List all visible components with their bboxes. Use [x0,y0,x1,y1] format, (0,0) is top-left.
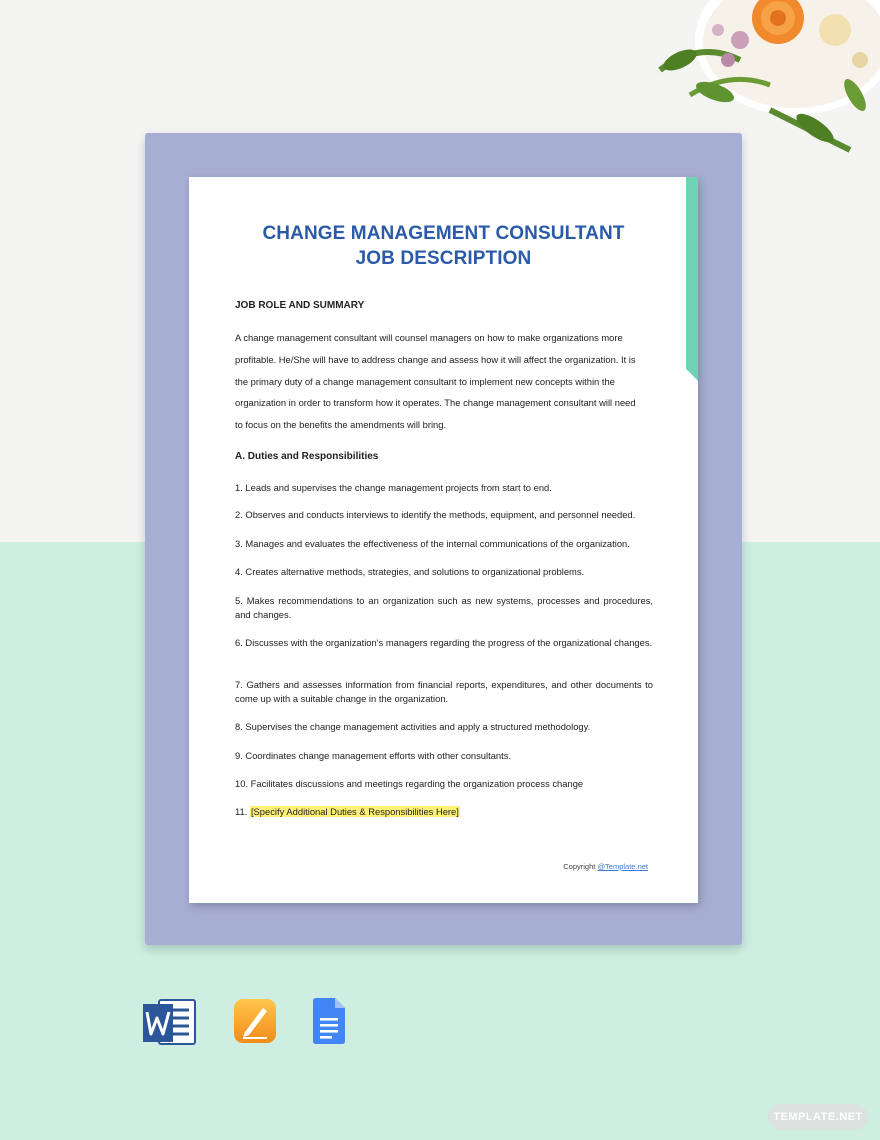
duty-item: 3. Manages and evaluates the effectiveness of the internal communications of the organization. [235,538,630,549]
summary-line: A change management consultant will counsel managers on how to make organizations more [235,332,623,343]
duty-item: 5. Makes recommendations to an organization such as new systems, processes and procedures, and changes. [235,595,653,620]
duty-item: 1. Leads and supervises the change management projects from start to end. [235,482,552,493]
document-page [189,177,698,903]
duty-item: 9. Coordinates change management efforts with other consultants. [235,750,512,761]
document-title [189,221,698,271]
duty-item-11 [235,805,653,819]
word-icon[interactable] [143,998,197,1046]
title-line-1: CHANGE MANAGEMENT CONSULTANT [262,223,625,244]
duty-item: 6. Discusses with the organization's managers regarding the progress of the organizational changes. [235,637,653,648]
summary-line: the primary duty of a change management consultant to implement new concepts within the [235,375,615,387]
role-heading: JOB ROLE AND SUMMARY [235,300,365,311]
duties-heading: A. Duties and Responsibilities [235,451,379,462]
google-docs-icon[interactable] [313,998,345,1044]
duty-item: 4. Creates alternative methods, strategies, and solutions to organizational problems. [235,566,585,577]
duty-item: 2. Observes and conducts interviews to identify the methods, equipment, and personnel needed. [235,509,636,520]
copyright-link[interactable]: @Template.net [597,862,648,871]
summary-line: to focus on the benefits the amendments will bring. [235,419,447,431]
duty-item: 10. Facilitates discussions and meetings regarding the organization process change [235,778,584,789]
duty-11-number: 11. [235,806,248,817]
summary-paragraph [235,327,653,436]
duty-11-placeholder: [Specify Additional Duties & Responsibilities Here] [250,806,459,817]
duty-item: 8. Supervises the change management activities and apply a structured methodology. [235,721,591,732]
summary-line: organization in order to transform how it operates. The change management consultant will need [235,397,636,409]
pages-icon[interactable] [233,998,277,1044]
accent-tab [686,177,698,381]
copyright-label: Copyright [563,862,596,871]
summary-line: profitable. He/She will have to address change and assess how it will affect the organization. It is [235,353,636,365]
duty-item: 7. Gathers and assesses information from financial reports, expenditures, and other documents to come up with a suitable change in the organization. [235,679,653,704]
title-line-2: JOB DESCRIPTION [355,248,532,269]
copyright-note [563,862,648,871]
brand-badge[interactable]: TEMPLATE.NET [768,1104,868,1130]
